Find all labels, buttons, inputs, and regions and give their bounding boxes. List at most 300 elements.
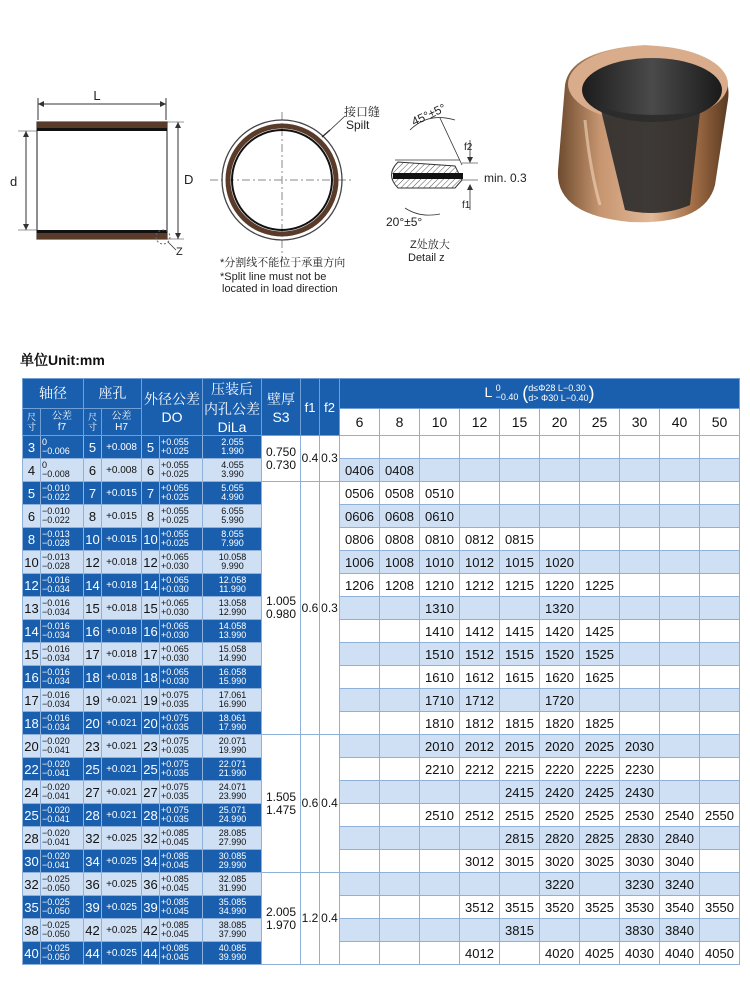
part-code-cell	[620, 689, 660, 712]
part-code-cell	[460, 873, 500, 896]
part-code-cell	[380, 850, 420, 873]
bore-size-cell: 19	[84, 689, 102, 712]
part-code-cell	[340, 942, 380, 965]
header-bore: 座孔	[84, 379, 142, 409]
shaft-size-cell: 40	[23, 942, 41, 965]
part-code-cell: 2210	[420, 758, 460, 781]
part-code-cell	[620, 597, 660, 620]
od-tol-cell: +0.085 +0.045	[160, 919, 203, 942]
part-code-cell: 1210	[420, 574, 460, 597]
od-tol-cell: +0.085 +0.045	[160, 850, 203, 873]
part-code-cell	[500, 942, 540, 965]
part-code-cell: 2020	[540, 735, 580, 758]
id-tol-cell: 28.085 27.990	[203, 827, 262, 850]
od-tol-cell: +0.055 +0.025	[160, 482, 203, 505]
od-tol-cell: +0.065 +0.030	[160, 620, 203, 643]
header-length-L: L	[484, 383, 492, 400]
shaft-tol-cell: −0.020 −0.041	[41, 758, 84, 781]
part-code-cell: 1610	[420, 666, 460, 689]
part-code-cell: 1720	[540, 689, 580, 712]
part-code-cell: 2212	[460, 758, 500, 781]
bore-size-cell: 8	[84, 505, 102, 528]
part-code-cell: 1510	[420, 643, 460, 666]
bore-size-cell: 7	[84, 482, 102, 505]
part-code-cell	[380, 735, 420, 758]
wall-thickness-cell: 0.750 0.730	[262, 436, 301, 482]
part-code-cell	[540, 919, 580, 942]
part-code-cell	[340, 666, 380, 689]
shaft-size-cell: 17	[23, 689, 41, 712]
part-code-cell	[380, 781, 420, 804]
od-tol-cell: +0.085 +0.045	[160, 942, 203, 965]
part-code-cell	[340, 436, 380, 459]
part-code-cell	[580, 551, 620, 574]
part-code-cell	[380, 827, 420, 850]
front-view	[210, 112, 352, 262]
part-code-cell	[620, 712, 660, 735]
part-code-cell	[700, 643, 740, 666]
f1-label: f1	[462, 200, 471, 211]
part-code-cell: 2520	[540, 804, 580, 827]
part-code-cell: 3230	[620, 873, 660, 896]
part-code-cell	[340, 896, 380, 919]
part-code-cell: 3512	[460, 896, 500, 919]
part-code-cell	[340, 873, 380, 896]
part-code-cell	[660, 459, 700, 482]
part-code-cell: 1412	[460, 620, 500, 643]
part-code-cell	[420, 827, 460, 850]
od-tol-cell: +0.075 +0.035	[160, 689, 203, 712]
od-size-cell: 16	[142, 620, 160, 643]
length-header-cell: 12	[460, 408, 500, 435]
diagram-area	[0, 0, 750, 345]
id-tol-cell: 32.085 31.990	[203, 873, 262, 896]
id-tol-cell: 24.071 23.990	[203, 781, 262, 804]
shaft-tol-cell: −0.020 −0.041	[41, 804, 84, 827]
part-code-cell: 1410	[420, 620, 460, 643]
part-code-cell	[420, 873, 460, 896]
part-code-cell	[540, 459, 580, 482]
shaft-tol-cell: −0.020 −0.041	[41, 735, 84, 758]
f1-cell: 0.6	[301, 482, 320, 735]
length-header-cell: 30	[620, 408, 660, 435]
part-code-cell: 1225	[580, 574, 620, 597]
od-tol-cell: +0.085 +0.045	[160, 896, 203, 919]
part-code-cell: 2415	[500, 781, 540, 804]
part-code-cell	[340, 689, 380, 712]
part-code-cell	[380, 597, 420, 620]
length-header-cell: 6	[340, 408, 380, 435]
bore-tol-cell: +0.015	[102, 528, 142, 551]
bore-size-cell: 18	[84, 666, 102, 689]
note-en-2: located in load direction	[222, 283, 338, 295]
shaft-tol-cell: −0.025 −0.050	[41, 919, 84, 942]
split-cn-label: 接口缝	[344, 105, 381, 119]
part-code-cell	[340, 620, 380, 643]
od-size-cell: 6	[142, 459, 160, 482]
bore-size-cell: 36	[84, 873, 102, 896]
part-code-cell: 1015	[500, 551, 540, 574]
part-code-cell	[500, 505, 540, 528]
bore-size-cell: 20	[84, 712, 102, 735]
part-code-cell	[500, 482, 540, 505]
part-code-cell: 1520	[540, 643, 580, 666]
od-size-cell: 8	[142, 505, 160, 528]
bore-size-cell: 16	[84, 620, 102, 643]
od-size-cell: 36	[142, 873, 160, 896]
shaft-size-cell: 38	[23, 919, 41, 942]
part-code-cell	[660, 574, 700, 597]
part-code-cell	[380, 666, 420, 689]
part-code-cell	[580, 919, 620, 942]
part-code-cell: 2525	[580, 804, 620, 827]
bore-tol-cell: +0.021	[102, 781, 142, 804]
od-size-cell: 42	[142, 919, 160, 942]
od-size-cell: 39	[142, 896, 160, 919]
shaft-size-cell: 30	[23, 850, 41, 873]
header-wall	[262, 379, 301, 436]
part-code-cell: 1220	[540, 574, 580, 597]
part-code-cell: 2230	[620, 758, 660, 781]
part-code-cell	[460, 919, 500, 942]
part-code-cell: 1208	[380, 574, 420, 597]
part-code-cell: 1420	[540, 620, 580, 643]
header-length-cond-1: d≤Φ28 L−0.30	[528, 383, 586, 394]
bore-size-cell: 6	[84, 459, 102, 482]
shaft-tol-cell: −0.016 −0.034	[41, 712, 84, 735]
part-code-cell: 1206	[340, 574, 380, 597]
od-tol-cell: +0.065 +0.030	[160, 666, 203, 689]
part-code-cell	[380, 712, 420, 735]
part-code-cell	[420, 850, 460, 873]
header-id-symbol: DiLa	[217, 419, 247, 435]
part-code-cell	[420, 781, 460, 804]
header-wall-title: 壁厚	[267, 391, 295, 407]
f1-cell: 0.4	[301, 436, 320, 482]
part-code-cell	[660, 781, 700, 804]
part-code-cell: 2515	[500, 804, 540, 827]
part-code-cell: 1010	[420, 551, 460, 574]
part-code-cell	[340, 781, 380, 804]
part-code-cell: 3015	[500, 850, 540, 873]
od-size-cell: 28	[142, 804, 160, 827]
min-label: min. 0.3	[484, 171, 527, 185]
part-code-cell	[460, 827, 500, 850]
part-code-cell	[700, 827, 740, 850]
part-code-cell	[660, 528, 700, 551]
id-tol-cell: 14.058 13.990	[203, 620, 262, 643]
od-tol-cell: +0.055 +0.025	[160, 505, 203, 528]
part-code-cell: 2830	[620, 827, 660, 850]
od-tol-cell: +0.055 +0.025	[160, 436, 203, 459]
part-code-cell	[580, 528, 620, 551]
part-code-cell	[700, 712, 740, 735]
part-code-cell	[500, 459, 540, 482]
bore-tol-cell: +0.018	[102, 643, 142, 666]
part-code-cell	[420, 942, 460, 965]
od-size-cell: 44	[142, 942, 160, 965]
bore-size-cell: 34	[84, 850, 102, 873]
shaft-tol-cell: −0.016 −0.034	[41, 597, 84, 620]
bore-size-cell: 32	[84, 827, 102, 850]
bore-size-cell: 42	[84, 919, 102, 942]
bore-tol-cell: +0.021	[102, 804, 142, 827]
side-view	[18, 98, 184, 250]
part-code-cell	[700, 758, 740, 781]
id-tol-cell: 22.071 21.990	[203, 758, 262, 781]
part-code-cell	[460, 459, 500, 482]
header-length-tol-down: −0.40	[495, 392, 519, 403]
part-code-cell	[340, 643, 380, 666]
part-code-cell	[620, 666, 660, 689]
part-code-cell: 1425	[580, 620, 620, 643]
part-code-cell: 1612	[460, 666, 500, 689]
od-size-cell: 14	[142, 574, 160, 597]
bore-tol-cell: +0.021	[102, 712, 142, 735]
part-code-cell: 3012	[460, 850, 500, 873]
f2-cell: 0.4	[320, 873, 340, 965]
id-tol-cell: 12.058 11.990	[203, 574, 262, 597]
part-code-cell: 1812	[460, 712, 500, 735]
id-tol-cell: 15.058 14.990	[203, 643, 262, 666]
part-code-cell	[700, 528, 740, 551]
part-code-cell	[380, 620, 420, 643]
part-code-cell	[420, 459, 460, 482]
f1-cell: 1.2	[301, 873, 320, 965]
part-code-cell	[700, 850, 740, 873]
part-code-cell	[340, 850, 380, 873]
part-code-cell	[700, 574, 740, 597]
od-size-cell: 17	[142, 643, 160, 666]
shaft-size-cell: 8	[23, 528, 41, 551]
od-size-cell: 5	[142, 436, 160, 459]
bore-tol-cell: +0.021	[102, 758, 142, 781]
part-code-cell	[700, 781, 740, 804]
part-code-cell	[380, 758, 420, 781]
od-size-cell: 12	[142, 551, 160, 574]
part-code-cell	[700, 919, 740, 942]
id-tol-cell: 38.085 37.990	[203, 919, 262, 942]
od-tol-cell: +0.085 +0.045	[160, 873, 203, 896]
part-code-cell: 1525	[580, 643, 620, 666]
shaft-size-cell: 14	[23, 620, 41, 643]
shaft-size-cell: 5	[23, 482, 41, 505]
part-code-cell	[700, 459, 740, 482]
bore-tol-cell: +0.018	[102, 620, 142, 643]
part-code-cell: 0810	[420, 528, 460, 551]
length-header-cell: 50	[700, 408, 740, 435]
id-tol-cell: 6.055 5.990	[203, 505, 262, 528]
part-code-cell	[380, 873, 420, 896]
part-code-cell: 1815	[500, 712, 540, 735]
wall-thickness-cell: 2.005 1.970	[262, 873, 301, 965]
header-length-tol-up: 0	[495, 383, 501, 394]
part-code-cell	[660, 505, 700, 528]
shaft-size-cell: 35	[23, 896, 41, 919]
id-tol-cell: 40.085 39.990	[203, 942, 262, 965]
part-code-cell	[660, 620, 700, 643]
header-od-symbol: DO	[161, 409, 183, 425]
od-size-cell: 19	[142, 689, 160, 712]
od-tol-cell: +0.075 +0.035	[160, 804, 203, 827]
part-code-cell: 3040	[660, 850, 700, 873]
shaft-size-cell: 13	[23, 597, 41, 620]
part-code-cell	[660, 758, 700, 781]
od-tol-cell: +0.085 +0.045	[160, 827, 203, 850]
part-code-cell: 3220	[540, 873, 580, 896]
shaft-size-cell: 25	[23, 804, 41, 827]
id-tol-cell: 5.055 4.990	[203, 482, 262, 505]
f2-label: f2	[464, 142, 473, 153]
part-code-cell: 1008	[380, 551, 420, 574]
header-od-title: 外径公差	[144, 391, 200, 407]
part-code-cell: 2825	[580, 827, 620, 850]
part-code-cell	[500, 436, 540, 459]
part-code-cell	[660, 735, 700, 758]
length-header-cell: 40	[660, 408, 700, 435]
part-code-cell: 3840	[660, 919, 700, 942]
bore-size-cell: 23	[84, 735, 102, 758]
part-code-cell: 2815	[500, 827, 540, 850]
part-code-cell: 3240	[660, 873, 700, 896]
part-code-cell	[620, 436, 660, 459]
header-od	[142, 379, 203, 436]
shaft-size-cell: 22	[23, 758, 41, 781]
part-code-cell: 2840	[660, 827, 700, 850]
header-shaft: 轴径	[23, 379, 84, 409]
length-header-cell: 25	[580, 408, 620, 435]
dim-d-label: d	[10, 174, 18, 189]
part-code-cell	[340, 758, 380, 781]
part-code-cell: 0408	[380, 459, 420, 482]
od-size-cell: 32	[142, 827, 160, 850]
part-code-cell	[620, 482, 660, 505]
part-code-cell: 4012	[460, 942, 500, 965]
od-tol-cell: +0.065 +0.030	[160, 597, 203, 620]
bore-size-cell: 5	[84, 436, 102, 459]
part-code-cell: 2012	[460, 735, 500, 758]
part-code-cell: 1615	[500, 666, 540, 689]
header-id-line1: 压装后	[211, 381, 253, 397]
wall-thickness-cell: 1.005 0.980	[262, 482, 301, 735]
od-tol-cell: +0.075 +0.035	[160, 712, 203, 735]
part-code-cell	[660, 597, 700, 620]
part-code-cell	[340, 919, 380, 942]
part-code-cell: 2225	[580, 758, 620, 781]
bore-tol-cell: +0.025	[102, 850, 142, 873]
part-code-cell: 2530	[620, 804, 660, 827]
part-code-cell	[420, 436, 460, 459]
shaft-tol-cell: −0.016 −0.034	[41, 574, 84, 597]
part-code-cell: 3025	[580, 850, 620, 873]
part-code-cell: 1512	[460, 643, 500, 666]
id-tol-cell: 35.085 34.990	[203, 896, 262, 919]
part-code-cell: 1310	[420, 597, 460, 620]
od-tol-cell: +0.065 +0.030	[160, 574, 203, 597]
part-code-cell	[580, 505, 620, 528]
shaft-tol-cell: −0.013 −0.028	[41, 551, 84, 574]
part-code-cell	[380, 942, 420, 965]
part-code-cell: 0812	[460, 528, 500, 551]
part-code-cell	[620, 551, 660, 574]
shaft-size-cell: 15	[23, 643, 41, 666]
part-code-cell	[580, 689, 620, 712]
part-code-cell: 2820	[540, 827, 580, 850]
part-code-cell: 1212	[460, 574, 500, 597]
part-code-cell	[460, 436, 500, 459]
part-code-cell: 3520	[540, 896, 580, 919]
dim-z-label: Z	[176, 246, 183, 258]
od-size-cell: 7	[142, 482, 160, 505]
part-code-cell: 2015	[500, 735, 540, 758]
part-code-cell: 1415	[500, 620, 540, 643]
shaft-size-cell: 28	[23, 827, 41, 850]
bore-tol-cell: +0.021	[102, 735, 142, 758]
bushing-size-table	[22, 378, 740, 965]
od-tol-cell: +0.055 +0.025	[160, 459, 203, 482]
part-code-cell	[700, 735, 740, 758]
header-f2: f2	[320, 379, 340, 436]
bore-tol-cell: +0.025	[102, 896, 142, 919]
shaft-tol-cell: −0.016 −0.034	[41, 689, 84, 712]
part-code-cell	[580, 459, 620, 482]
od-tol-cell: +0.075 +0.035	[160, 781, 203, 804]
part-code-cell	[420, 896, 460, 919]
part-code-cell: 2425	[580, 781, 620, 804]
part-code-cell	[500, 689, 540, 712]
part-code-cell: 3815	[500, 919, 540, 942]
od-size-cell: 23	[142, 735, 160, 758]
od-size-cell: 25	[142, 758, 160, 781]
shaft-size-cell: 32	[23, 873, 41, 896]
shaft-tol-cell: 0 −0.008	[41, 459, 84, 482]
part-code-cell: 2550	[700, 804, 740, 827]
id-tol-cell: 25.071 24.990	[203, 804, 262, 827]
part-code-cell: 3525	[580, 896, 620, 919]
part-code-cell	[380, 896, 420, 919]
part-code-cell	[540, 436, 580, 459]
part-code-cell	[380, 643, 420, 666]
part-code-cell	[340, 712, 380, 735]
part-code-cell	[700, 597, 740, 620]
part-code-cell	[540, 528, 580, 551]
part-code-cell	[700, 873, 740, 896]
dim-L-label: L	[93, 88, 101, 103]
bore-tol-cell: +0.008	[102, 459, 142, 482]
id-tol-cell: 2.055 1.990	[203, 436, 262, 459]
header-shaft-tol: 公差 f7	[41, 408, 84, 435]
shaft-tol-cell: −0.013 −0.028	[41, 528, 84, 551]
part-code-cell	[700, 482, 740, 505]
part-code-cell	[460, 505, 500, 528]
unit-label: 单位Unit:mm	[20, 352, 105, 368]
part-code-cell	[460, 597, 500, 620]
part-code-cell: 0506	[340, 482, 380, 505]
part-code-cell: 1810	[420, 712, 460, 735]
f2-cell: 0.3	[320, 482, 340, 735]
od-size-cell: 18	[142, 666, 160, 689]
bore-size-cell: 44	[84, 942, 102, 965]
part-code-cell: 2430	[620, 781, 660, 804]
length-header-cell: 20	[540, 408, 580, 435]
part-code-cell: 3515	[500, 896, 540, 919]
part-code-cell	[380, 919, 420, 942]
od-size-cell: 27	[142, 781, 160, 804]
header-shaft-size: 尺寸	[23, 408, 41, 435]
bore-size-cell: 15	[84, 597, 102, 620]
od-size-cell: 20	[142, 712, 160, 735]
part-code-cell: 3530	[620, 896, 660, 919]
